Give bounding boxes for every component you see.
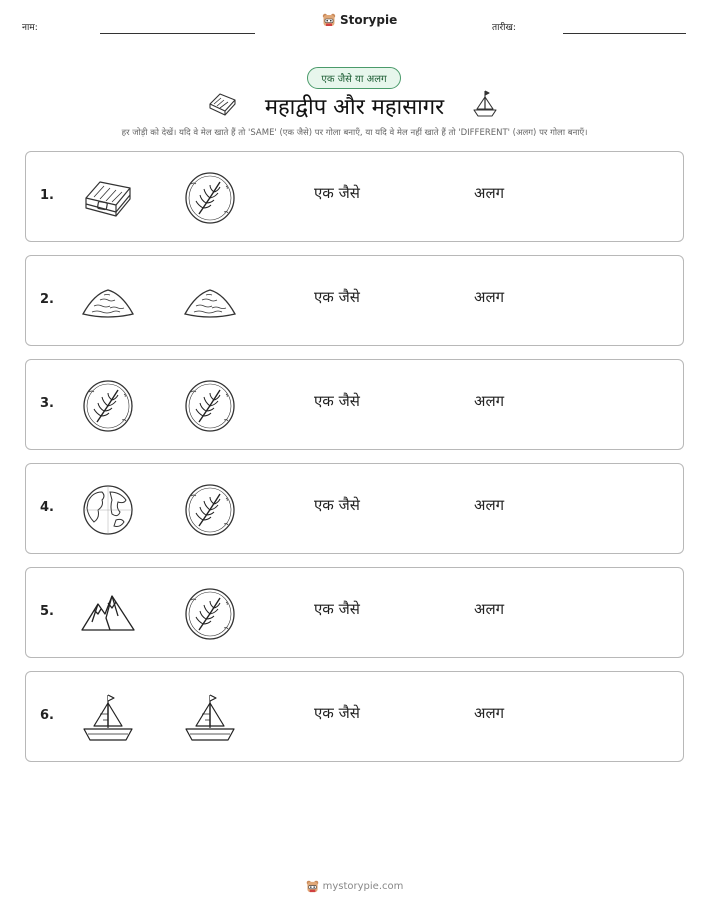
different-option[interactable]: अलग (474, 184, 505, 202)
same-option[interactable]: एक जैसे (314, 288, 360, 306)
pair-row-5 (25, 567, 684, 658)
fossil-leaf-icon (182, 172, 238, 224)
row-number: 1. (40, 188, 54, 203)
different-option[interactable]: अलग (474, 288, 505, 306)
pair-row-2 (25, 255, 684, 346)
footer-url[interactable]: mystorypie.com (322, 881, 404, 892)
globe-icon (80, 484, 136, 536)
same-option[interactable]: एक जैसे (314, 392, 360, 410)
date-label: तारीख: (492, 23, 516, 33)
bear-mascot-icon (306, 880, 319, 893)
pair-row-4 (25, 463, 684, 554)
pair-row-1 (25, 151, 684, 242)
mountain-icon (80, 588, 136, 640)
different-option[interactable]: अलग (474, 496, 505, 514)
same-option[interactable]: एक जैसे (314, 496, 360, 514)
footer (0, 880, 709, 893)
fossil-leaf-icon (182, 588, 238, 640)
pair-row-6 (25, 671, 684, 762)
sand-pile-icon (182, 276, 238, 328)
row-number: 6. (40, 708, 54, 723)
fossil-leaf-icon (80, 380, 136, 432)
pair-row-3 (25, 359, 684, 450)
fossil-leaf-icon (182, 484, 238, 536)
row-number: 5. (40, 604, 54, 619)
date-line[interactable] (563, 33, 686, 34)
row-number: 4. (40, 500, 54, 515)
brand-logo (322, 13, 397, 27)
page-title: महाद्वीप और महासागर (264, 95, 445, 120)
same-option[interactable]: एक जैसे (314, 600, 360, 618)
fossil-leaf-icon (182, 380, 238, 432)
sailboat-icon (80, 692, 136, 744)
same-option[interactable]: एक जैसे (314, 704, 360, 722)
worksheet-type-badge: एक जैसे या अलग (307, 67, 401, 89)
different-option[interactable]: अलग (474, 392, 505, 410)
sand-pile-icon (80, 276, 136, 328)
brand-name: Storypie (340, 13, 398, 27)
name-label: नाम: (22, 23, 38, 33)
name-line[interactable] (100, 33, 255, 34)
different-option[interactable]: अलग (474, 600, 505, 618)
different-option[interactable]: अलग (474, 704, 505, 722)
row-number: 2. (40, 292, 54, 307)
bear-mascot-icon (322, 13, 336, 27)
instructions: हर जोड़ी को देखें। यदि वे मेल खाते हैं तो 'SAME' (एक जैसे) पर गोला बनाएँ, या यदि वे मेल नहीं खाते हैं तो 'DIFFERENT' (अलग) पर गोला बनाएँ। (121, 128, 588, 138)
same-option[interactable]: एक जैसे (314, 184, 360, 202)
sailboat-icon (472, 88, 498, 120)
map-book-icon (80, 172, 136, 224)
sailboat-icon (182, 692, 238, 744)
row-number: 3. (40, 396, 54, 411)
